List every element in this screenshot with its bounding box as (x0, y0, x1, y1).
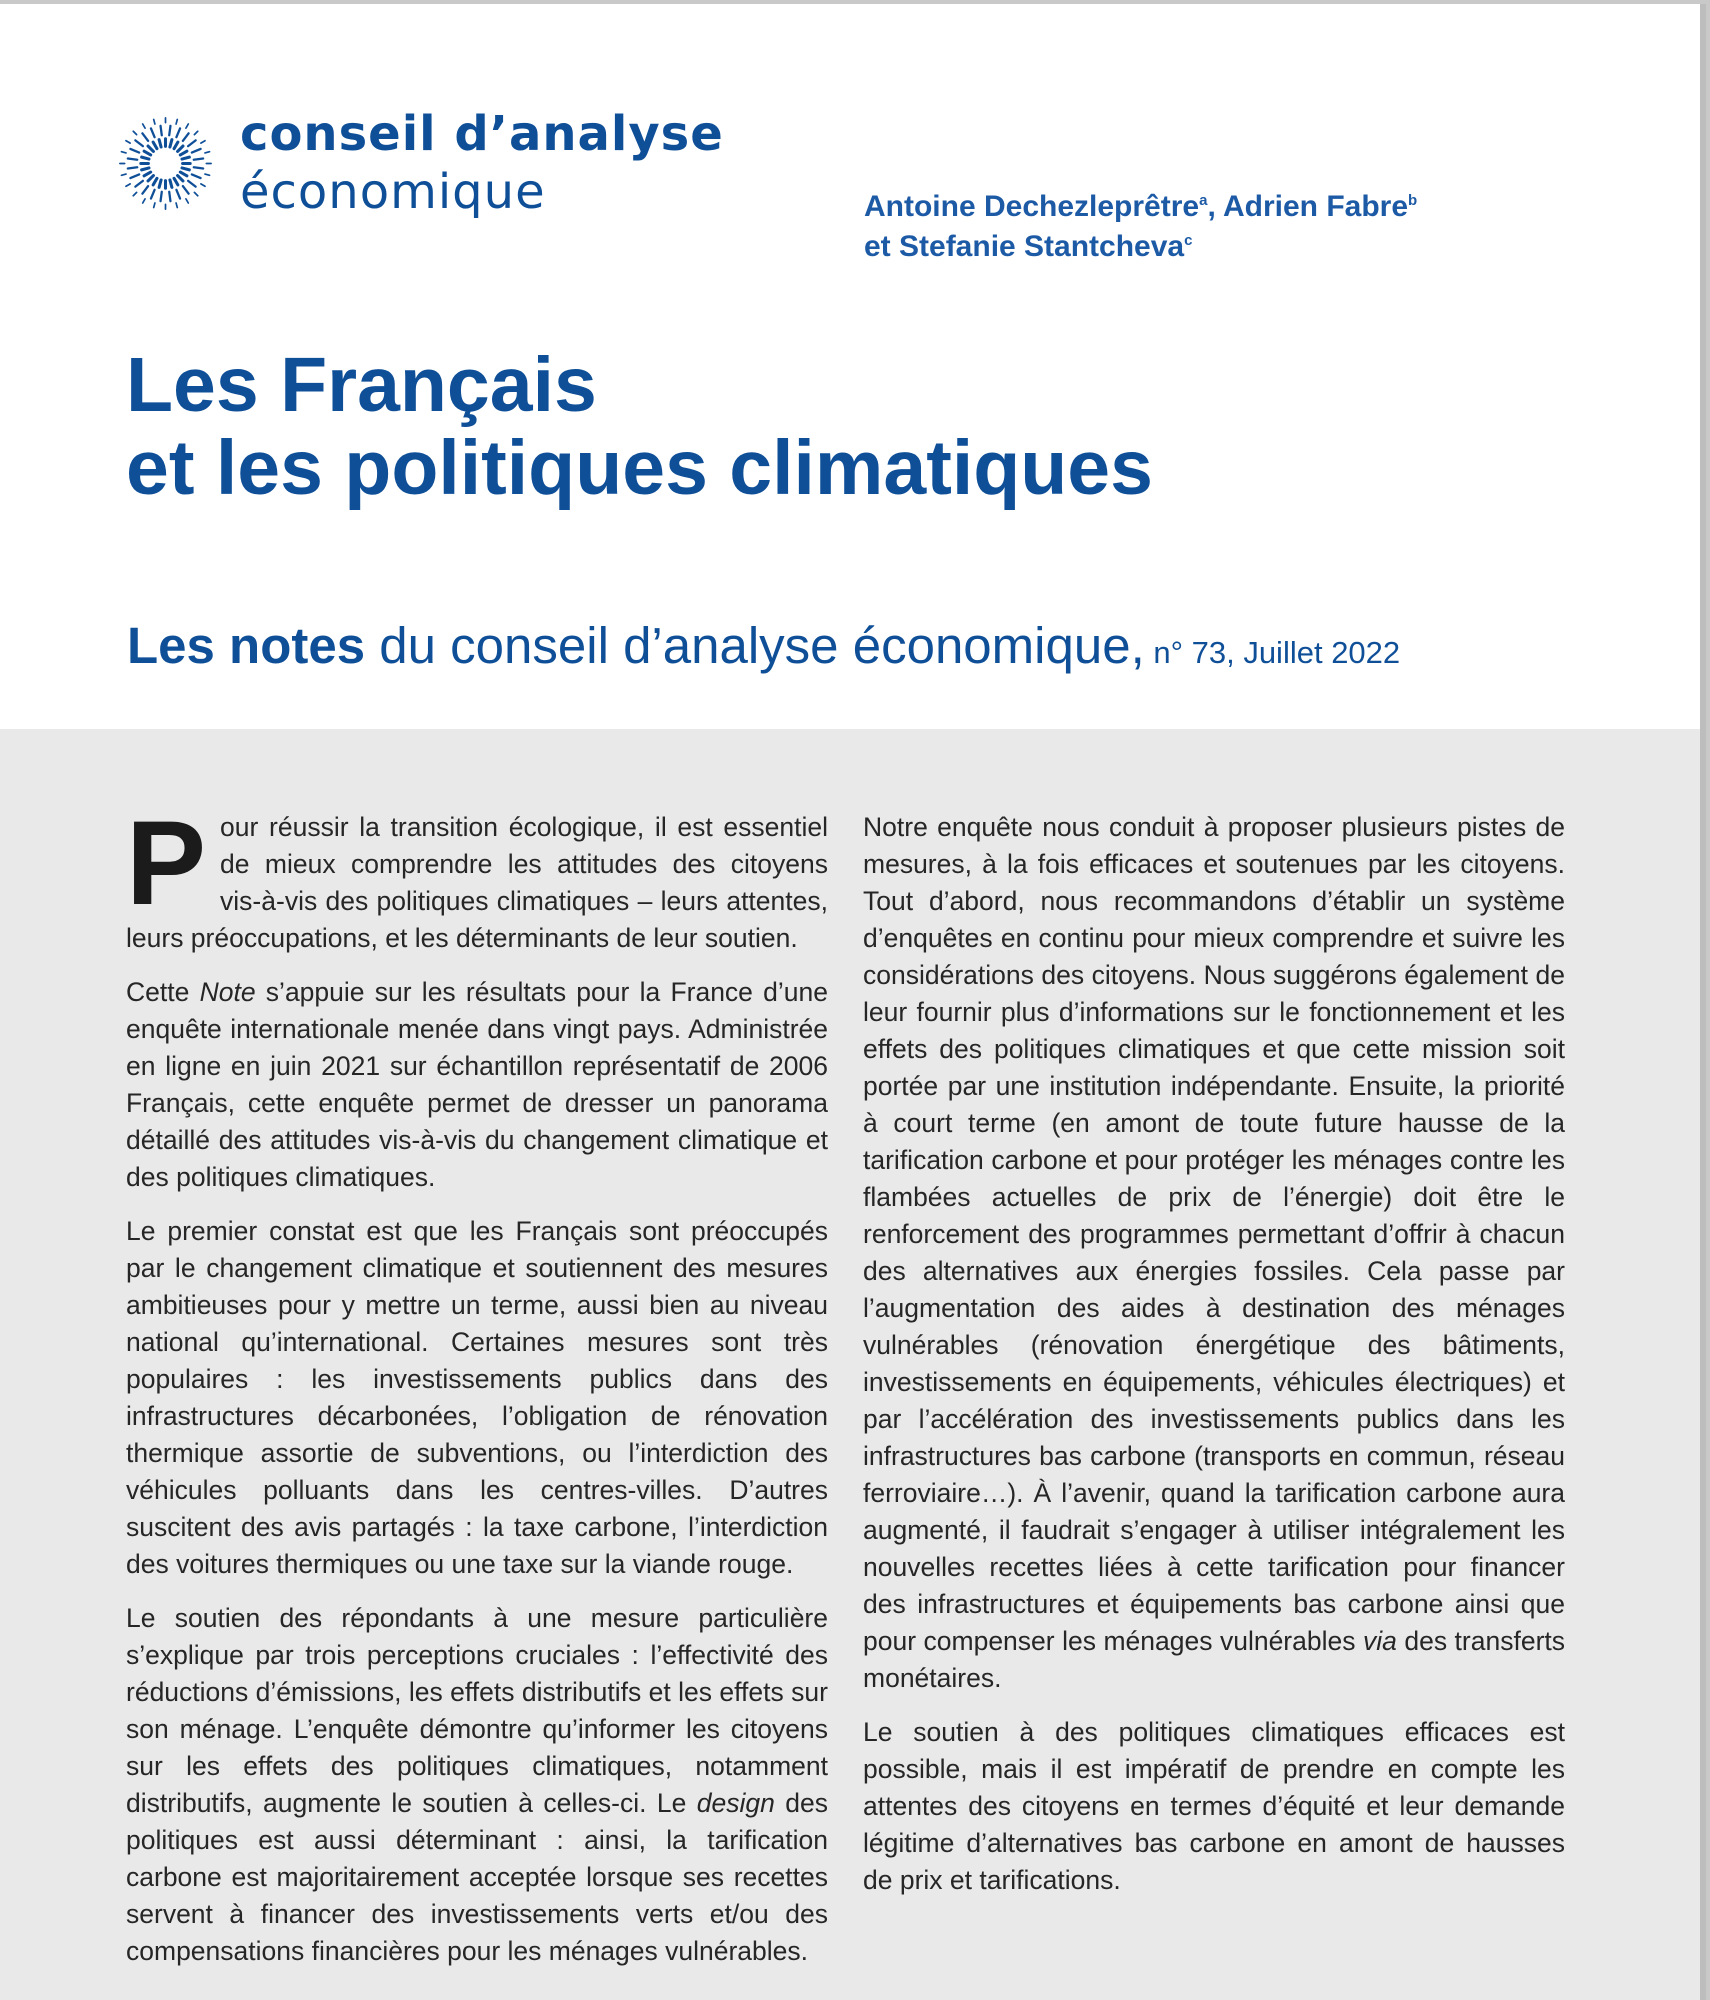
series-line (127, 616, 1400, 675)
logo-ray (133, 131, 136, 134)
italic-text: Note (199, 977, 256, 1007)
affiliation-a: a (1199, 192, 1208, 209)
logo-ray (159, 180, 161, 187)
paragraph-text: des transferts monétaires. (863, 1626, 1566, 1693)
logo-ray (154, 119, 155, 124)
logo-ray (121, 174, 126, 175)
logo-ray (176, 203, 177, 208)
logo-ray (205, 174, 210, 175)
logo-ray (151, 190, 155, 199)
logo-ray (183, 186, 189, 194)
logo-ray (144, 151, 151, 155)
logo-ray (178, 146, 183, 151)
logo-ray (169, 126, 170, 135)
org-name-line2: économique (240, 164, 546, 220)
logo-ray (194, 159, 203, 160)
logo-ray (176, 128, 180, 137)
issue-info: n° 73, Juillet 2022 (1144, 635, 1401, 670)
paragraph-text: Notre enquête nous conduit à proposer plusieurs pistes de mesures, à la fois efficaces et soutenues par les citoyens. Tout d’abord, nous recommandons d’établir un système d’enquêtes en continu pour mieux comprendre et suivre les considérations des citoyens. Nous suggérons également de leur fournir plus d’informations sur le fonctionnement et les effets des politiques climatiques et que cette mission soit portée par une institution indépendante. Ensuite, la priorité à court terme (en amont de toute future hausse de la tarification carbone et pour protéger les ménages contre les flambées actuelles de prix de l’énergie) doit être le renforcement des programmes permettant d’offrir à chacun des alternatives aux énergies fossiles. Cela passe par l’augmentation des aides à destination des ménages vulnérables (rénovation énergétique des bâtiments, investissements en équipements, véhicules électriques) et par l’accélération des investissements publics dans les infrastructures bas carbone (transports en commun, réseau ferroviaire…). À l’avenir, quand la tarification carbone aura augmenté, il faudrait s’engager à utiliser intégralement les nouvelles recettes liées à cette tarification pour financer des infrastructures et équipements bas carbone ainsi que pour compenser les ménages vulnérables (863, 812, 1565, 1656)
logo-ray (151, 128, 155, 137)
paragraph: Le soutien à des politiques climatiques efficaces est possible, mais il est impératif de prendre en compte les attentes des citoyens en termes d’équité et leur demande légitime d’alternatives bas carbone en amont de hausses de prix et tarifications. (863, 1717, 1565, 1895)
logo-ray (142, 186, 148, 194)
logo-ray (188, 181, 196, 187)
logo-ray (192, 174, 201, 178)
logo-ray (176, 190, 180, 199)
logo-ray (186, 124, 188, 128)
logo-ray (142, 157, 149, 159)
logo-ray (159, 140, 161, 147)
author-3: et Stefanie Stantcheva (864, 230, 1185, 263)
logo-ray (153, 178, 157, 185)
logo-ray (126, 141, 130, 143)
logo-ray (161, 126, 162, 135)
authors (864, 184, 1417, 264)
logo-ray (174, 142, 178, 149)
logo-ray (170, 180, 172, 187)
summary-column-right (863, 809, 1565, 1916)
author-1: Antoine Dechezleprêtre (864, 190, 1200, 223)
page-title (126, 344, 1153, 510)
logo-ray (126, 184, 130, 186)
affiliation-b: b (1408, 192, 1418, 209)
paragraph (126, 796, 828, 957)
sun-logo-icon (118, 116, 213, 211)
org-name-line1: conseil d’analyse (240, 106, 724, 162)
logo-ray (128, 159, 137, 160)
series-rest: du conseil d’analyse économique, (365, 617, 1145, 674)
logo-ray (174, 178, 178, 185)
paragraph-text: Cette (126, 977, 200, 1007)
paragraph-text: Le soutien des répondants à une mesure particulière s’explique par trois perceptions cruciales : l’effectivité des réductions d’émissions, les effets distributifs et les effets sur son ménage. L’enquête démontre qu’informer les citoyens sur les effets des politiques climatiques, notamment distributifs, augmente le soutien à celles-ci. Le (126, 1603, 828, 1818)
logo-ray (128, 167, 137, 168)
paragraph-text: s’appuie sur les résultats pour la France d’une enquête internationale menée dans vingt pays. Administrée en ligne en juin 2021 sur échantillon représentatif de 2006 Français, cette enquête permet de dresser un panorama détaillé des attitudes vis-à-vis du changement climatique et des politiques climatiques. (126, 977, 828, 1192)
logo-ray (121, 152, 126, 153)
author-2: , Adrien Fabre (1207, 190, 1409, 223)
authors-line1 (864, 184, 1417, 224)
paragraph-text: des politiques est aussi déterminant : ainsi, la tarification carbone est majoritairement acceptée lorsque ses recettes servent à financer des investissements verts et/ou des compensations financières pour les ménages vulnérables. (126, 1788, 828, 1966)
logo-ray (143, 199, 145, 203)
paragraph-text: our réussir la transition écologique, il est essentiel de mieux comprendre les attitudes des citoyens vis-à-vis des politiques climatiques – leurs attentes, leurs préoccupations, et les déterminants de leur soutien. (126, 812, 828, 953)
logo-ray (142, 168, 149, 170)
italic-text: via (1362, 1626, 1397, 1656)
logo-ray (183, 133, 189, 141)
title-line1: Les Français (126, 342, 597, 428)
drop-cap: P (126, 796, 207, 930)
logo-ray (169, 192, 170, 201)
summary-column-left (126, 796, 828, 1987)
logo-ray (142, 133, 148, 141)
logo-ray (205, 152, 210, 153)
logo-ray (201, 184, 205, 186)
logo-ray (176, 119, 177, 124)
title-line2: et les politiques climatiques (126, 425, 1153, 511)
logo-ray (194, 192, 197, 195)
logo-ray (192, 149, 201, 153)
series-bold: Les notes (127, 617, 366, 674)
header-area (0, 4, 1700, 729)
logo-ray (180, 172, 187, 176)
logo-ray (186, 199, 188, 203)
paragraph (126, 974, 828, 1196)
logo-ray (143, 124, 145, 128)
italic-text: design (696, 1788, 775, 1818)
logo-ray (148, 176, 153, 181)
logo-ray (135, 181, 143, 187)
logo-ray (135, 140, 143, 146)
authors-line2 (864, 224, 1417, 264)
logo-ray (201, 141, 205, 143)
logo-ray (180, 151, 187, 155)
paragraph (863, 809, 1565, 1697)
logo-ray (130, 174, 139, 178)
page (0, 4, 1706, 2000)
logo-ray (153, 142, 157, 149)
logo-ray (170, 140, 172, 147)
logo-ray (133, 192, 136, 195)
affiliation-c: c (1184, 232, 1193, 249)
logo-ray (194, 167, 203, 168)
paragraph (126, 1600, 828, 1970)
logo-ray (188, 140, 196, 146)
logo-ray (178, 176, 183, 181)
logo-ray (161, 192, 162, 201)
logo-ray (182, 157, 189, 159)
logo-ray (144, 172, 151, 176)
logo-ray (194, 131, 197, 134)
logo-ray (148, 146, 153, 151)
logo-ray (130, 149, 139, 153)
paragraph: Le premier constat est que les Français sont préoccupés par le changement climatique et soutiennent des mesures ambitieuses pour y mettre un terme, aussi bien au niveau national qu’international. Certaines mesures sont très populaires : les investissements publics dans des infrastructures décarbonées, l’obligation de rénovation thermique assortie de subventions, ou l’interdiction des véhicules polluants dans les centres-villes. D’autres suscitent des avis partagés : la taxe carbone, l’interdiction des voitures thermiques ou une taxe sur la viande rouge. (126, 1216, 828, 1579)
logo-ray (154, 203, 155, 208)
logo-ray (182, 168, 189, 170)
